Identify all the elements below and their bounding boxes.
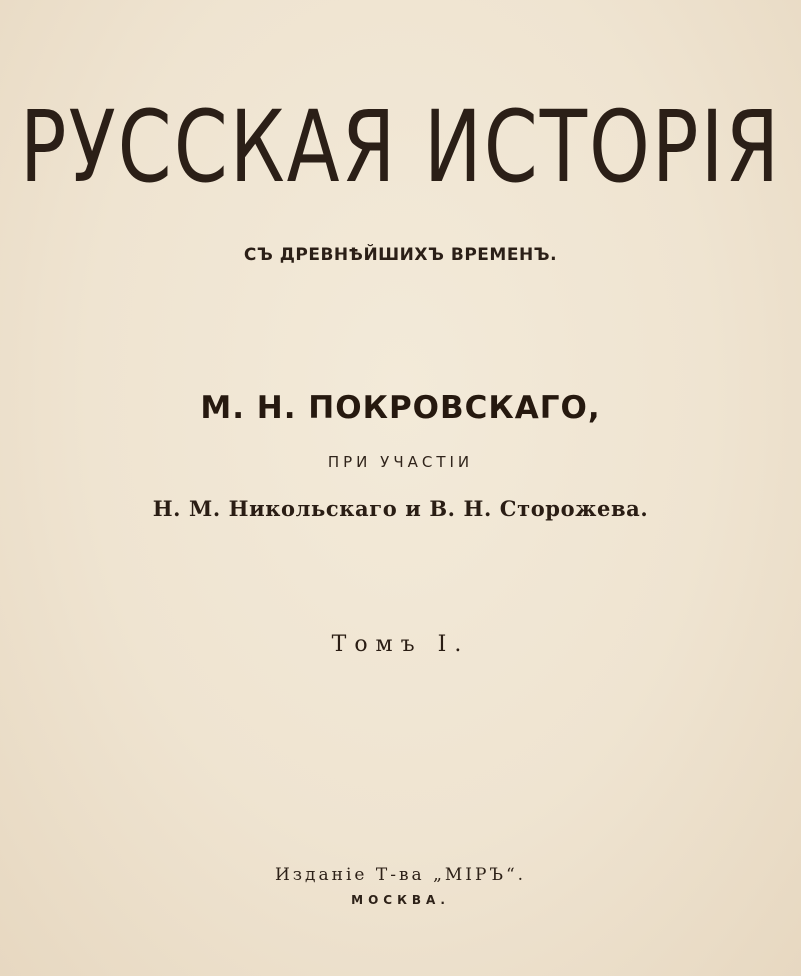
author-name: М. Н. ПОКРОВСКАГО, [200,390,601,426]
publication-city: МОСКВА. [351,893,450,907]
participation-note: ПРИ УЧАСТІИ [327,453,474,471]
coauthor-names: Н. М. Никольскаго и В. Н. Сторожева. [152,496,649,521]
book-title: РУССКАЯ ИСТОРІЯ [19,89,782,205]
book-subtitle: СЪ ДРЕВНѢЙШИХЪ ВРЕМЕНЪ. [243,244,558,266]
publisher-imprint: Изданіе Т-ва „МІРЪ“. [274,865,527,885]
volume-label: Томъ I. [331,632,470,657]
